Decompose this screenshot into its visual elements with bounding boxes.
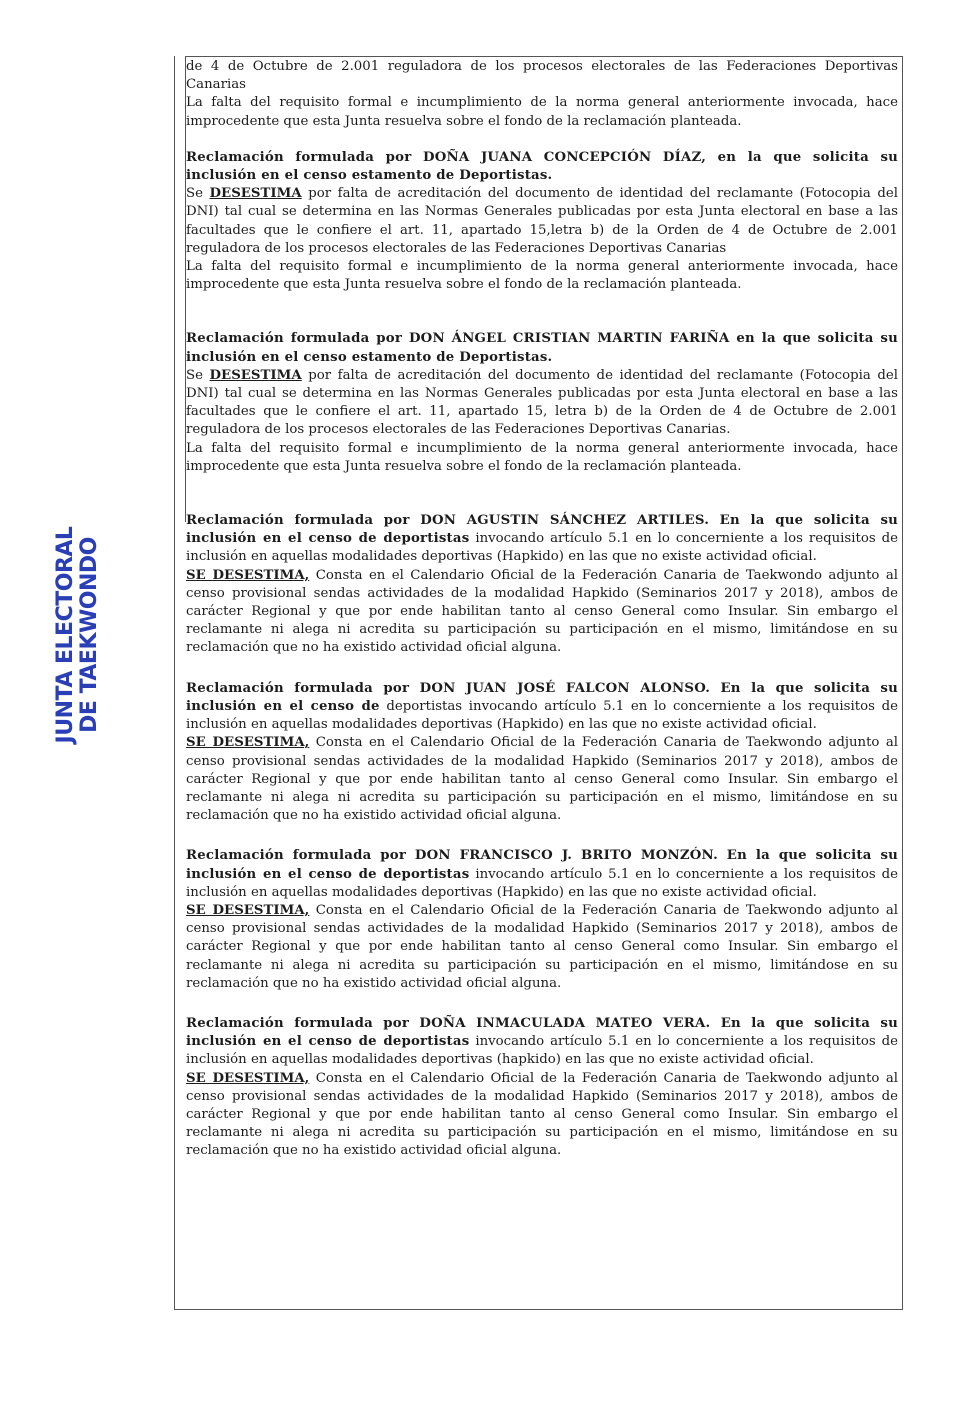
- intro-line-1: de 4 de Octubre de 2.001 reguladora de los procesos electorales de las Federaciones Deportivas Canarias: [186, 59, 898, 93]
- claim-resolution: [186, 902, 898, 993]
- claim-closing: La falta del requisito formal e incumplimiento de la norma general anteriormente invocada, hace improcedente que esta Junta resuelva sobre el fondo de la reclamación planteada.: [186, 440, 898, 474]
- claim-resolution: [186, 185, 898, 258]
- claim-title: Reclamación formulada por DON ÁNGEL CRISTIAN MARTIN FARIÑA en la que solicita su inclusión en el censo estamento de Deportistas.: [186, 331, 898, 365]
- intro-section: [186, 58, 898, 131]
- claim-body: por falta de acreditación del documento de identidad del reclamante (Fotocopia del DNI) tal cual se determina en las Normas Generales publicadas por esta Junta electoral en base a las facultades que le confiere el art. 11, apartado 15, letra b) de la Orden de 4 de Octubre de 2.001 reguladora de los procesos electorales de las Federaciones Deportivas Canarias.: [186, 367, 898, 438]
- claim-resolution: [186, 734, 898, 825]
- electoral-board-stamp: [38, 526, 118, 744]
- verdict-label: DESESTIMA: [209, 186, 302, 202]
- verdict-prefix: Se: [186, 367, 210, 383]
- claim-title: [186, 680, 898, 735]
- claim-title-rest: deportistas invocando artículo 5.1 en lo concerniente a los requisitos de inclusión en aquellas modalidades deportivas (Hapkido) en las que no existe actividad oficial.: [186, 698, 898, 733]
- claim-title: [186, 512, 898, 567]
- claim-body: Consta en el Calendario Oficial de la Federación Canaria de Taekwondo adjunto al censo provisional sendas actividades de la modalidad Hapkido (Seminarios 2017 y 2018), ambos de carácter Regional y que por ende habilitan tanto al censo General como Insular. Sin embargo el reclamante ni alega ni acredita su participación su participación en el mismo, limitándose en su reclamación que no ha existido actividad oficial alguna.: [186, 567, 898, 656]
- claim-title-rest: invocando artículo 5.1 en lo concerniente a los requisitos de inclusión en aquellas modalidades deportivas (hapkido) en las que no existe actividad oficial.: [186, 1034, 898, 1068]
- verdict-label: SE DESESTIMA,: [186, 735, 310, 751]
- verdict-prefix: Se: [186, 186, 210, 202]
- verdict-label: SE DESESTIMA,: [186, 567, 310, 583]
- claim-title-rest: invocando artículo 5.1 en lo concerniente a los requisitos de inclusión en aquellas modalidades deportivas (Hapkido) en las que no existe actividad oficial.: [186, 866, 898, 900]
- claim-angel-cristian: [186, 330, 898, 476]
- claim-agustin-sanchez: [186, 512, 898, 658]
- claim-body: Consta en el Calendario Oficial de la Federación Canaria de Taekwondo adjunto al censo provisional sendas actividades de la modalidad Hapkido (Seminarios 2017 y 2018), ambos de carácter Regional y que por ende habilitan tanto al censo General como Insular. Sin embargo el reclamante ni alega ni acredita su participación su participación en el mismo, limitándose en su reclamación que no ha existido actividad oficial alguna.: [186, 735, 898, 824]
- claim-resolution: [186, 1070, 898, 1161]
- frame-top-border: [185, 56, 903, 57]
- claim-resolution: [186, 367, 898, 440]
- claim-inmaculada-mateo: [186, 1015, 898, 1161]
- claim-title-bold: Reclamación formulada por DOÑA INMACULADA MATEO VERA. En la que solicita su inclusión en el censo de deportistas: [186, 1015, 898, 1050]
- verdict-label: SE DESESTIMA,: [186, 902, 310, 918]
- claim-title: Reclamación formulada por DOÑA JUANA CONCEPCIÓN DÍAZ, en la que solicita su inclusión en el censo estamento de Deportistas.: [186, 149, 898, 184]
- claim-body: Consta en el Calendario Oficial de la Federación Canaria de Taekwondo adjunto al censo provisional sendas actividades de la modalidad Hapkido (Seminarios 2017 y 2018), ambos de carácter Regional y que por ende habilitan tanto al censo General como Insular. Sin embargo el reclamante ni alega ni acredita su participación su participación en el mismo, limitándose en su reclamación que no ha existido actividad oficial alguna.: [186, 902, 898, 991]
- stamp-line-2: DE TAEKWONDO: [77, 537, 102, 733]
- claim-body: por falta de acreditación del documento de identidad del reclamante (Fotocopia del DNI) tal cual se determina en las Normas Generales publicadas por esta Junta electoral en base a las facultades que le confiere el art. 11, apartado 15,letra b) de la Orden de 4 de Octubre de 2.001 reguladora de los procesos electorales de las Federaciones Deportivas Canarias: [186, 186, 898, 256]
- claim-juana-concepcion: [186, 149, 898, 295]
- verdict-label: DESESTIMA: [209, 367, 302, 383]
- verdict-label: SE DESESTIMA,: [186, 1070, 310, 1086]
- claim-title-bold: Reclamación formulada por DON JUAN JOSÉ FALCON ALONSO. En la que solicita su inclusión en el censo de: [186, 680, 898, 714]
- stamp-line-1: JUNTA ELECTORAL: [53, 526, 78, 744]
- claim-resolution: [186, 567, 898, 658]
- claim-body: Consta en el Calendario Oficial de la Federación Canaria de Taekwondo adjunto al censo provisional sendas actividades de la modalidad Hapkido (Seminarios 2017 y 2018), ambos de carácter Regional y que por ende habilitan tanto al censo General como Insular. Sin embargo el reclamante ni alega ni acredita su participación su participación en el mismo, limitándose en su reclamación que no ha existido actividad oficial alguna.: [186, 1070, 898, 1159]
- claim-francisco-brito: [186, 847, 898, 993]
- claim-title-bold: Reclamación formulada por DON FRANCISCO J. BRITO MONZÓN. En la que solicita su inclusión en el censo de deportistas: [186, 848, 898, 882]
- intro-line-2: La falta del requisito formal e incumplimiento de la norma general anteriormente invocada, hace improcedente que esta Junta resuelva sobre el fondo de la reclamación planteada.: [186, 95, 898, 129]
- claim-juan-jose-falcon: [186, 680, 898, 826]
- document-body: [186, 58, 898, 1161]
- claim-closing: La falta del requisito formal e incumplimiento de la norma general anteriormente invocada, hace improcedente que esta Junta resuelva sobre el fondo de la reclamación planteada.: [186, 259, 898, 293]
- claim-title-bold: Reclamación formulada por DON AGUSTIN SÁNCHEZ ARTILES. En la que solicita su inclusión en el censo de deportistas: [186, 513, 898, 547]
- claim-title: [186, 1015, 898, 1070]
- claim-title-rest: invocando artículo 5.1 en lo concerniente a los requisitos de inclusión en aquellas modalidades deportivas (Hapkido) en las que no existe actividad oficial.: [186, 531, 898, 565]
- stamp-text: [54, 527, 102, 744]
- claim-title: [186, 847, 898, 902]
